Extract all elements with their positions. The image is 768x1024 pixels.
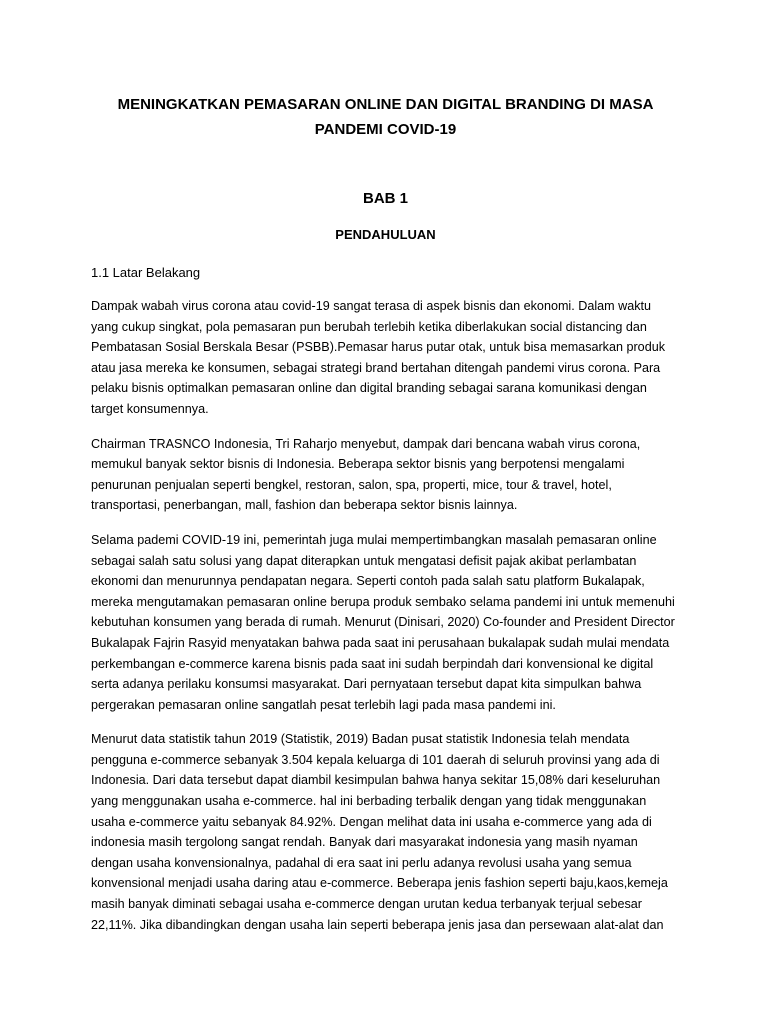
paragraph: Selama pademi COVID-19 ini, pemerintah juga mulai mempertimbangkan masalah pemasaran online sebagai salah satu solusi yang dapat diterapkan untuk mengatasi defisit pajak akibat perlambatan ekonomi dan menurunnya pendapatan negara. Seperti contoh pada salah satu platform Bukalapak, mereka mengutamakan pemasaran online berupa produk sembako selama pandemi ini untuk memenuhi kebutuhan konsumen yang berada di rumah. Menurut (Dinisari, 2020) Co-founder and President Director Bukalapak Fajrin Rasyid menyatakan bahwa pada saat ini perusahaan bukalapak sudah mulai mendata perkembangan e-commerce karena bisnis pada saat ini sudah berpindah dari konvensional ke digital serta adanya perilaku konsumsi masyarakat. Dari pernyataan tersebut dapat kita simpulkan bahwa pergerakan pemasaran online sangatlah pesat terlebih lagi pada masa pandemi ini. <box>91 532 675 712</box>
paragraph: Chairman TRASNCO Indonesia, Tri Raharjo menyebut, dampak dari bencana wabah virus corona, memukul banyak sektor bisnis di Indonesia. Beberapa sektor bisnis yang berpotensi mengalami penurunan penjualan seperti bengkel, restoran, salon, spa, properti, mice, tour & travel, hotel, transportasi, penerbangan, mall, fashion dan beberapa sektor bisnis lainnya. <box>91 436 641 513</box>
title-line-2: PANDEMI COVID-19 <box>314 121 457 138</box>
chapter-title: PENDAHULUAN <box>335 227 436 242</box>
chapter-number: BAB 1 <box>362 190 408 207</box>
section-heading: 1.1 Latar Belakang <box>91 265 201 280</box>
document-title <box>91 92 680 142</box>
paragraph: Dampak wabah virus corona atau covid-19 sangat terasa di aspek bisnis dan ekonomi. Dalam waktu yang cukup singkat, pola pemasaran pun berubah terlebih ketika diberlakukan social distancing dan Pembatasan Sosial Berskala Besar (PSBB).Pemasar harus putar otak, untuk bisa memasarkan produk atau jasa mereka ke konsumen, sebagai strategi brand bertahan ditengah pandemi virus corona. Para pelaku bisnis optimalkan pemasaran online dan digital branding sebagai sarana komunikasi dengan target konsumennya. <box>91 299 665 416</box>
paragraph: Menurut data statistik tahun 2019 (Statistik, 2019) Badan pusat statistik Indonesia telah mendata pengguna e-commerce sebanyak 3.504 kepala keluarga di 101 daerah di seluruh provinsi yang ada di Indonesia. Dari data tersebut dapat diambil kesimpulan bahwa hanya sekitar 15,08% dari keseluruhan yang menggunakan usaha e-commerce. hal ini berbading terbalik dengan yang tidak menggunakan usaha e-commerce yaitu sebanyak 84.92%. Dengan melihat data ini usaha e-commerce yang ada di indonesia masih tergolong sangat rendah. Banyak dari masyarakat indonesia yang masih nyaman dengan usaha konvensionalnya, padahal di era saat ini perlu adanya revolusi usaha yang semua konvensional menjadi usaha daring atau e-commerce. Beberapa jenis fashion seperti baju,kaos,kemeja masih banyak diminati sebagai usaha e-commerce dengan urutan kedua terbanyak terjual sebesar 22,11%. Jika dibandingkan dengan usaha lain seperti beberapa jenis jasa dan persewaan alat-alat dan <box>91 732 668 932</box>
title-line-1: MENINGKATKAN PEMASARAN ONLINE DAN DIGITAL BRANDING DI MASA <box>117 96 654 113</box>
